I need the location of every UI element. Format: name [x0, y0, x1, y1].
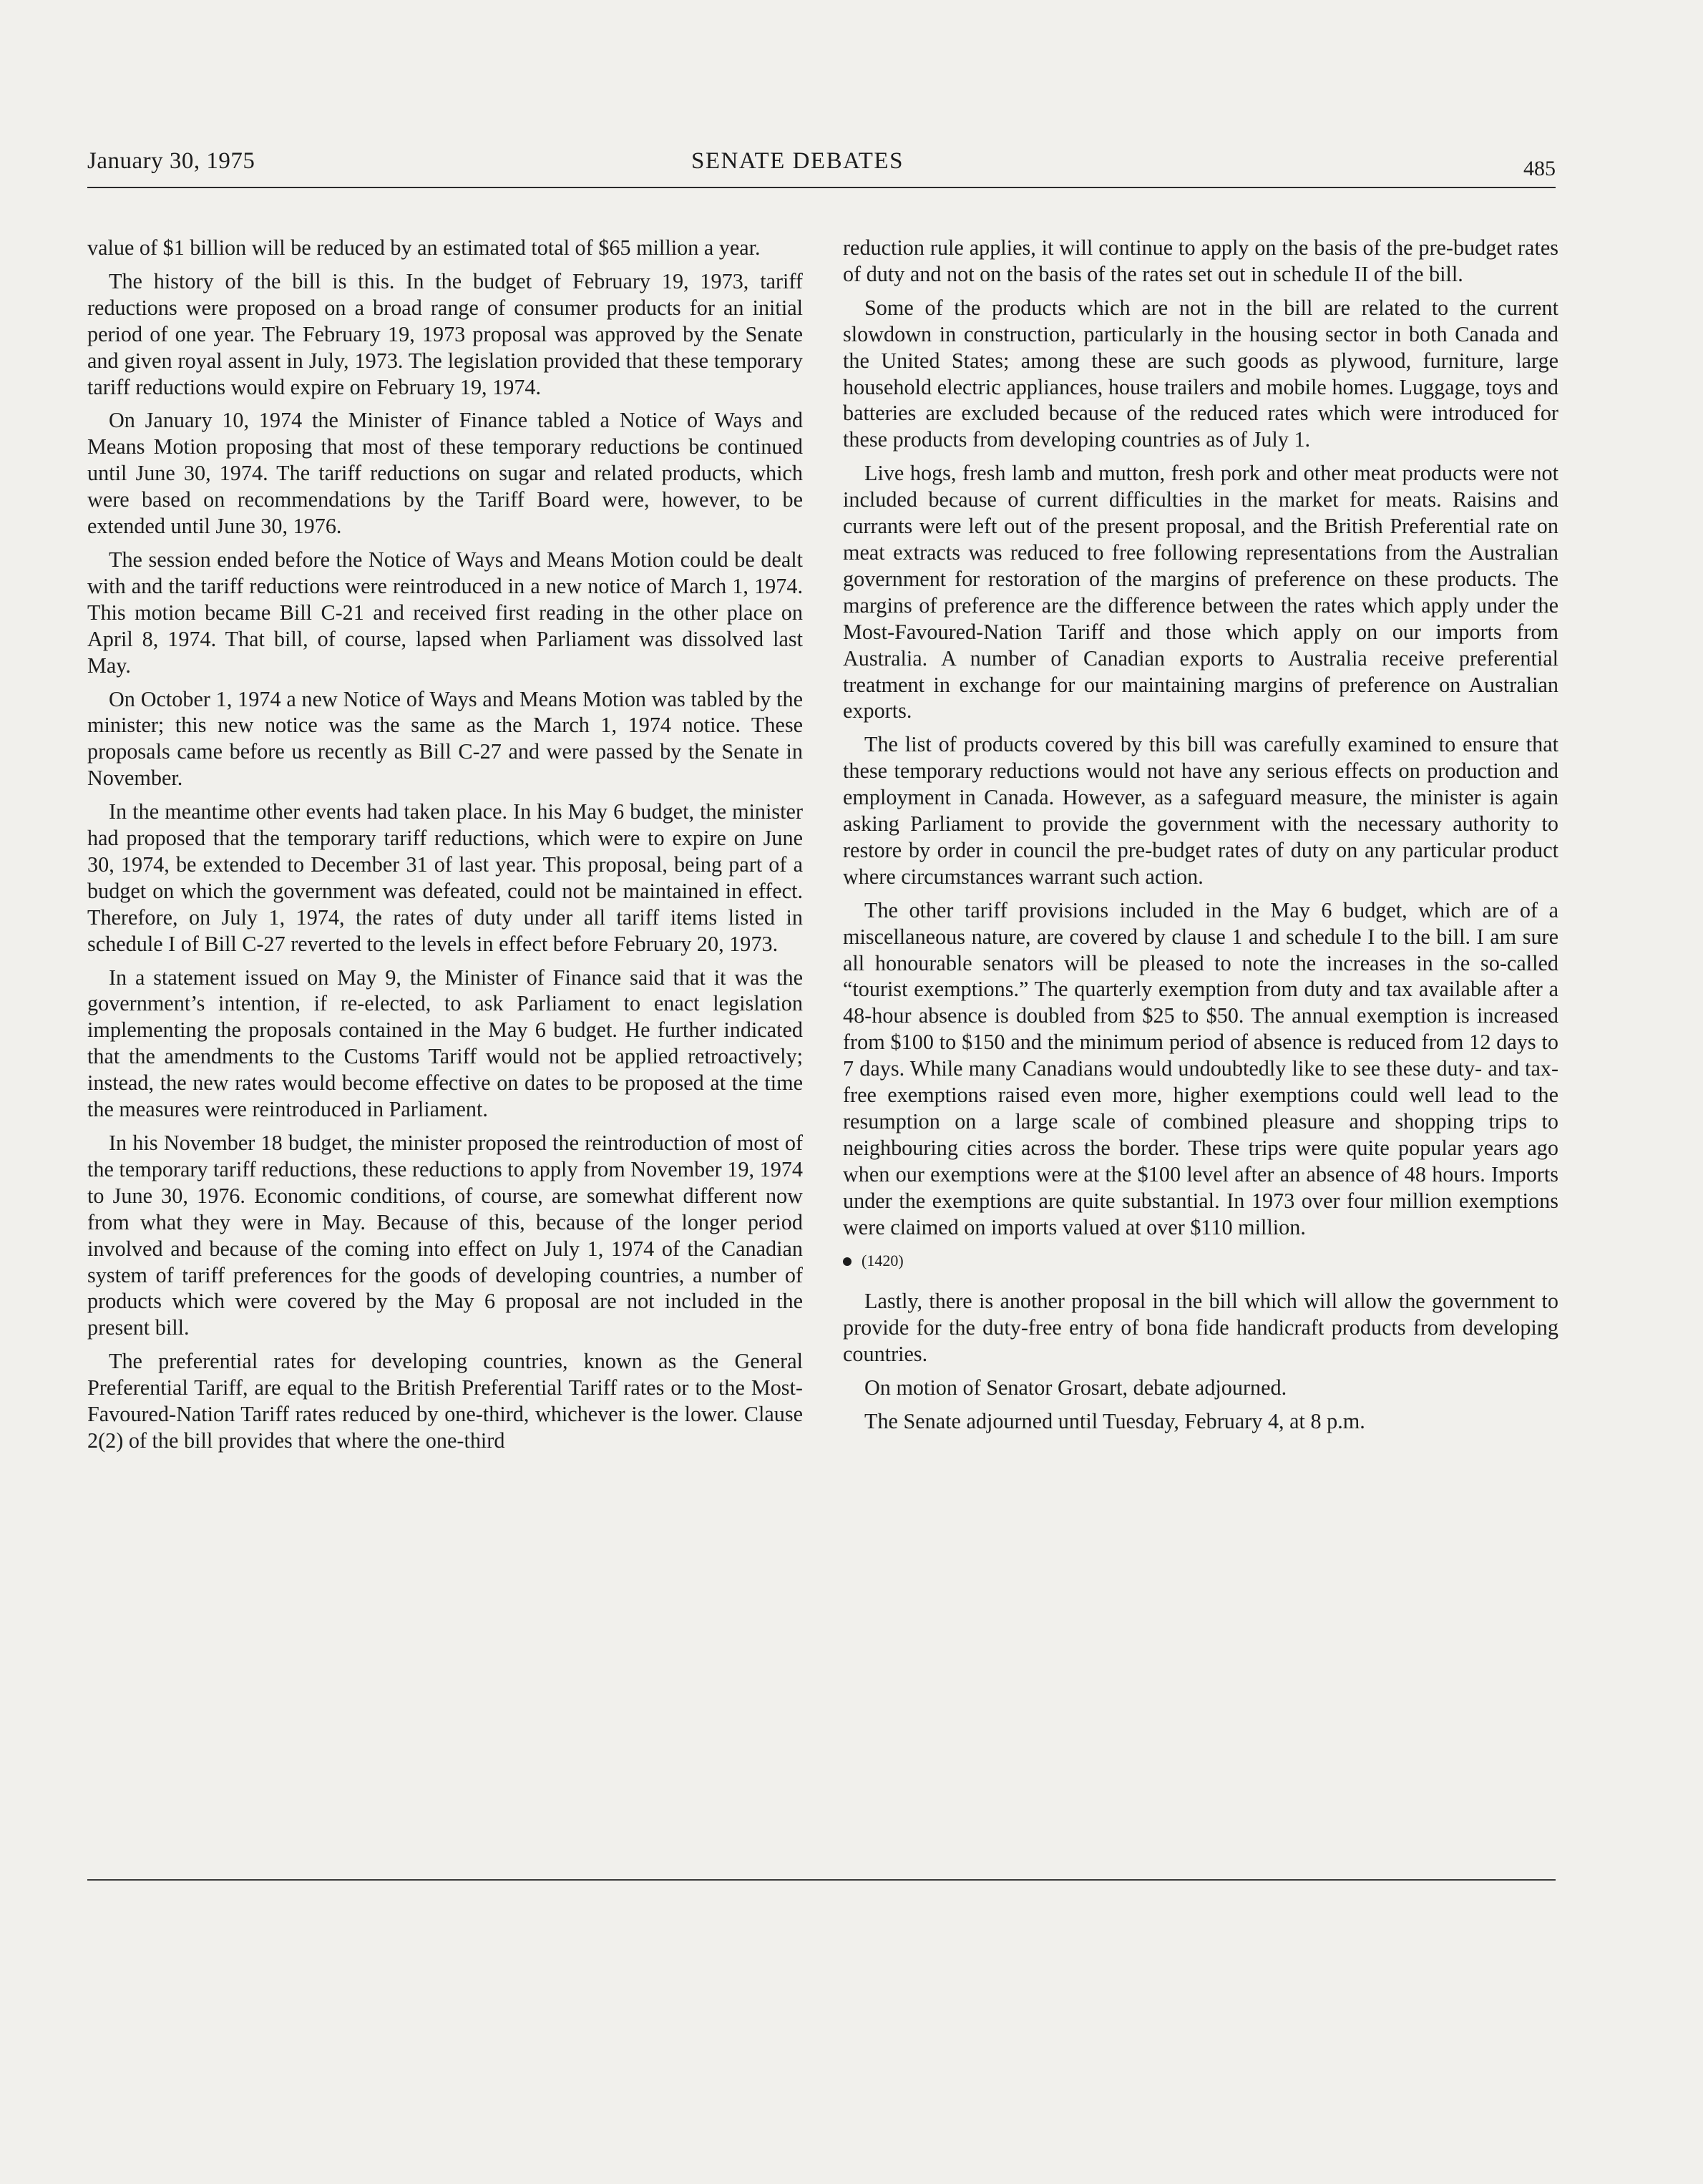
paragraph: The Senate adjourned until Tuesday, February 4, at 8 p.m. [864, 1409, 1365, 1434]
paragraph: In a statement issued on May 9, the Minister of Finance said that it was the government’s intention, if re-elected, to ask Parliament to enact legislation implementing the proposals contained in the May 6 budget. He further indicated that the amendments to the Customs Tariff would not be applied retroactively; instead, the new rates would become effective on dates to be proposed at the time the measures were reintroduced in Parliament. [87, 965, 803, 1122]
bullet-icon [843, 1257, 852, 1266]
paragraph: The session ended before the Notice of Ways and Means Motion could be dealt with and the tariff reductions were reintroduced in a new notice of March 1, 1974. This motion became Bill C-21 and received first reading in the other place on April 8, 1974. That bill, of course, lapsed when Parliament was dissolved last May. [87, 547, 803, 678]
header-date: January 30, 1975 [87, 148, 255, 174]
paragraph: In the meantime other events had taken place. In his May 6 budget, the minister had proposed that the temporary tariff reductions, which were to expire on June 30, 1974, be extended to December 31 of last year. This proposal, being part of a budget on which the government was defeated, could not be maintained in effect. Therefore, on July 1, 1974, the rates of duty under all tariff items listed in schedule I of Bill C-27 reverted to the levels in effect before February 20, 1973. [87, 799, 803, 956]
paragraph: The history of the bill is this. In the budget of February 19, 1973, tariff reductions were proposed on a broad range of consumer products for an initial period of one year. The February 19, 1973 proposal was approved by the Senate and given royal assent in July, 1973. The legislation provided that these temporary tariff reductions would expire on February 19, 1974. [87, 268, 803, 399]
paragraph: The preferential rates for developing countries, known as the General Preferential Tariff, are equal to the British Preferential Tariff rates or to the Most-Favoured-Nation Tariff rates reduced by one-third, whichever is the lower. Clause 2(2) of the bill provides that where the one-third [87, 1349, 803, 1453]
header-rule [87, 187, 1556, 188]
time-marker-label: (1420) [862, 1251, 904, 1269]
time-marker [843, 1248, 1558, 1274]
paragraph: Some of the products which are not in the bill are related to the current slowdown in construction, particularly in the housing sector in both Canada and the United States; among these are such goods as plywood, furniture, large household electric appliances, house trailers and mobile homes. Luggage, toys and batteries are excluded because of the reduced rates which were introduced for these products from developing countries as of July 1. [843, 295, 1558, 452]
paragraph: reduction rule applies, it will continue to apply on the basis of the pre-budget rates of duty and not on the basis of the rates set out in schedule II of the bill. [843, 235, 1558, 286]
publication-title: SENATE DEBATES [691, 148, 904, 174]
paragraph: On October 1, 1974 a new Notice of Ways and Means Motion was tabled by the minister; this new notice was the same as the March 1, 1974 notice. These proposals came before us recently as Bill C-27 and were passed by the Senate in November. [87, 686, 803, 791]
paragraph: The list of products covered by this bill was carefully examined to ensure that these temporary reductions would not have any serious effects on production and employment in Canada. However, as a safeguard measure, the minister is again asking Parliament to provide the government with the necessary authority to restore by order in council the pre-budget rates of duty on any particular product where circumstances warrant such action. [843, 732, 1558, 889]
page-number: 485 [1523, 157, 1556, 180]
paragraph: On motion of Senator Grosart, debate adjourned. [864, 1375, 1287, 1400]
footer-rule [87, 1879, 1556, 1881]
paragraph: Live hogs, fresh lamb and mutton, fresh pork and other meat products were not included because of current difficulties in the market for meats. Raisins and currants were left out of the present proposal, and the British Preferential rate on meat extracts was reduced to free following representations from the Australian government for restoration of the margins of preference on these products. The margins of preference are the difference between the rates which apply under the Most-Favoured-Nation Tariff and those which apply on our imports from Australia. A number of Canadian exports to Australia receive preferential treatment in exchange for our maintaining margins of preference on Australian exports. [843, 461, 1558, 723]
paragraph: value of $1 billion will be reduced by an estimated total of $65 million a year. [87, 235, 761, 260]
left-column [87, 235, 803, 1461]
paragraph: In his November 18 budget, the minister proposed the reintroduction of most of the temporary tariff reductions, these reductions to apply from November 19, 1974 to June 30, 1976. Economic conditions, of course, are somewhat different now from what they were in May. Because of this, because of the longer period involved and because of the coming into effect on July 1, 1974 of the Canadian system of tariff preferences for the goods of developing countries, a number of products which were covered by the May 6 proposal are not included in the present bill. [87, 1131, 803, 1340]
paragraph: The other tariff provisions included in the May 6 budget, which are of a miscellaneous nature, are covered by clause 1 and schedule I to the bill. I am sure all honourable senators will be pleased to note the increases in the so-called “tourist exemptions.” The quarterly exemption from duty and tax available after a 48-hour absence is doubled from $25 to $50. The annual exemption is increased from $100 to $150 and the minimum period of absence is reduced from 12 days to 7 days. While many Canadians would undoubtedly like to see these duty- and tax-free exemptions raised even more, higher exemptions could well lead to the resumption on a large scale of combined pleasure and shopping trips to neighbouring cities across the border. These trips were quite popular years ago when our exemptions were at the $100 level after an absence of 48 hours. Imports under the exemptions are quite substantial. In 1973 over four million exemptions were claimed on imports valued at over $110 million. [843, 897, 1558, 1239]
right-column [843, 235, 1558, 1442]
page-header [87, 148, 1556, 191]
paragraph: Lastly, there is another proposal in the bill which will allow the government to provide for the duty-free entry of bona fide handicraft products from developing countries. [843, 1289, 1558, 1367]
paragraph: On January 10, 1974 the Minister of Finance tabled a Notice of Ways and Means Motion proposing that most of these temporary reductions be continued until June 30, 1974. The tariff reductions on sugar and related products, which were based on recommendations by the Tariff Board were, however, to be extended until June 30, 1976. [87, 408, 803, 539]
